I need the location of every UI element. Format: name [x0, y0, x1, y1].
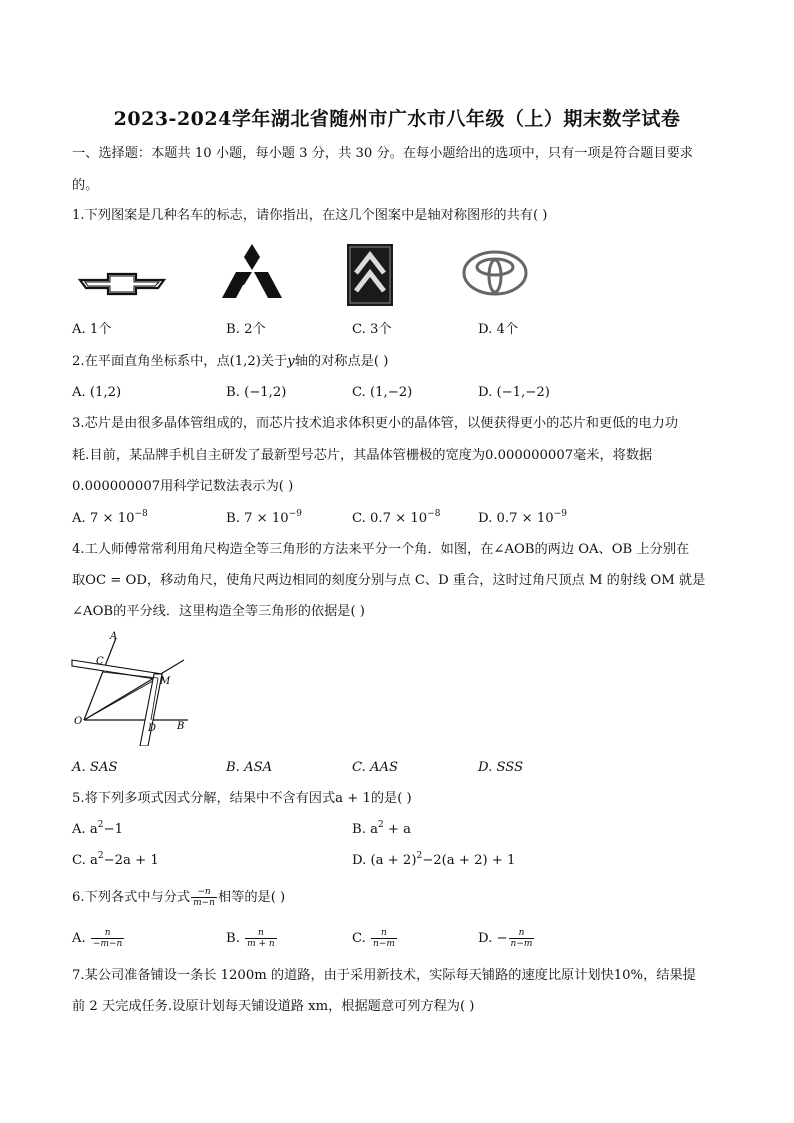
question-3-line-1: 3.芯片是由很多晶体管组成的，而芯片技术追求体积更小的晶体管，以便获得更小的芯片和更低的电力功 — [72, 416, 679, 431]
q6-option-d-frac — [509, 928, 535, 949]
q2-option-d[interactable]: D. (−1,−2) — [478, 385, 550, 400]
q6-fraction-num: −n — [191, 887, 217, 898]
label-a: A — [110, 631, 118, 642]
q3-option-c-exp: −8 — [427, 509, 441, 519]
q3-option-a-base: A. 7 × 10 — [72, 511, 135, 526]
q6-option-b[interactable] — [226, 928, 278, 949]
q5-option-c-post: −2a + 1 — [103, 853, 159, 868]
q6-option-a-num: n — [91, 928, 124, 939]
q6-option-c-frac — [371, 928, 397, 949]
q5-option-c-pre: C. a — [72, 853, 98, 868]
q5-option-b-post: + a — [383, 822, 411, 837]
q5-option-a-exp: 2 — [97, 820, 104, 830]
q6-option-a[interactable] — [72, 928, 125, 949]
q2-option-a[interactable]: A. (1,2) — [72, 385, 122, 400]
toyota-logo — [462, 250, 528, 296]
q3-option-d-exp: −9 — [553, 509, 567, 519]
q5-option-c[interactable] — [72, 851, 159, 871]
q6-option-a-frac — [91, 928, 124, 949]
page-title: 2023-2024学年湖北省随州市广水市八年级（上）期末数学试卷 — [113, 108, 681, 130]
question-3-line-2: 耗.目前，某品牌手机自主研发了最新型号芯片，其晶体管栅极的宽度为0.000000007毫米，将数据 — [72, 448, 653, 463]
q3-option-b-exp: −9 — [288, 509, 302, 519]
question-4-line-2: 取OC = OD，移动角尺，使角尺两边相同的刻度分别与点 C、D 重合，这时过角尺顶点 M 的射线 OM 就是 — [72, 573, 706, 588]
label-m: M — [160, 676, 171, 687]
q4-option-a[interactable]: A. SAS — [72, 760, 118, 775]
q6-option-d-num: n — [509, 928, 535, 939]
q5-option-a[interactable] — [72, 820, 123, 840]
q4-option-c[interactable]: C. AAS — [352, 760, 399, 775]
q6-fraction — [191, 887, 217, 908]
q6-fraction-den: m−n — [193, 898, 215, 908]
q6-option-d-label: D. − — [478, 931, 508, 946]
q6-option-d[interactable] — [478, 928, 535, 949]
q6-stem-pre: 6.下列各式中与分式 — [72, 890, 191, 905]
q3-option-c[interactable] — [352, 509, 440, 529]
question-7-line-1: 7.某公司准备铺设一条长 1200m 的道路，由于采用新技术，实际每天铺路的速度比原计划快10%，结果提 — [72, 968, 696, 983]
chevrolet-logo — [78, 270, 166, 298]
question-3-line-3: 0.000000007用科学记数法表示为( ) — [72, 479, 294, 494]
q6-option-c-num: n — [371, 928, 397, 939]
question-4-line-1: 4.工人师傅常常利用角尺构造全等三角形的方法来平分一个角．如图，在∠AOB的两边 OA、OB 上分别在 — [72, 542, 690, 557]
label-d: D — [148, 723, 157, 734]
q3-option-d-base: D. 0.7 × 10 — [478, 511, 554, 526]
q6-option-c-label: C. — [352, 931, 371, 946]
q2-stem-var: y — [287, 354, 295, 369]
q4-option-b[interactable]: B. ASA — [226, 760, 273, 775]
q5-option-d-exp: 2 — [416, 851, 423, 861]
question-5-stem: 5.将下列多项式因式分解，结果中不含有因式a + 1的是( ) — [72, 791, 412, 806]
q6-option-d-den: n−m — [510, 939, 533, 949]
q5-option-c-exp: 2 — [97, 851, 104, 861]
section-heading-line-2: 的。 — [72, 178, 99, 193]
q6-option-c-den: n−m — [373, 939, 395, 949]
question-6-stem — [72, 887, 285, 908]
mitsubishi-logo — [218, 242, 286, 300]
label-o: O — [74, 716, 83, 727]
q5-option-a-post: −1 — [103, 822, 123, 837]
q2-option-c[interactable]: C. (1,−2) — [352, 385, 413, 400]
label-b: B — [177, 721, 185, 732]
q3-option-d[interactable] — [478, 509, 567, 529]
q1-option-b[interactable]: B. 2个 — [226, 322, 266, 337]
q6-option-b-label: B. — [226, 931, 245, 946]
q2-stem-pre: 2.在平面直角坐标系中，点(1,2)关于 — [72, 354, 288, 369]
q3-option-a[interactable] — [72, 509, 148, 529]
q6-option-b-num: n — [245, 928, 277, 939]
question-2-stem — [72, 352, 388, 372]
q3-option-c-base: C. 0.7 × 10 — [352, 511, 428, 526]
q6-stem-post: 相等的是( ) — [217, 890, 286, 905]
q5-option-b-pre: B. a — [352, 822, 378, 837]
section-heading-line-1: 一、选择题：本题共 10 小题，每小题 3 分，共 30 分。在每小题给出的选项中，只有一项是符合题目要求 — [72, 146, 693, 161]
ray-oa — [84, 638, 116, 720]
q2-stem-post: 轴的对称点是( ) — [294, 354, 389, 369]
q1-option-c[interactable]: C. 3个 — [352, 322, 392, 337]
question-7-line-2: 前 2 天完成任务.设原计划每天铺设道路 xm，根据题意可列方程为( ) — [72, 999, 475, 1014]
q3-option-b[interactable] — [226, 509, 302, 529]
q5-option-a-pre: A. a — [72, 822, 98, 837]
question-1-stem: 1.下列图案是几种名车的标志，请你指出，在这几个图案中是轴对称图形的共有( ) — [72, 208, 548, 223]
q1-option-d[interactable]: D. 4个 — [478, 322, 519, 337]
q5-option-d[interactable] — [352, 851, 515, 871]
q6-option-b-den: m + n — [247, 939, 275, 949]
q6-option-b-frac — [245, 928, 277, 949]
q4-option-d[interactable]: D. SSS — [478, 760, 524, 775]
q3-option-b-base: B. 7 × 10 — [226, 511, 289, 526]
q6-option-a-label: A. — [72, 931, 90, 946]
q2-option-b[interactable]: B. (−1,2) — [226, 385, 287, 400]
question-4-line-3: ∠AOB的平分线．这里构造全等三角形的依据是( ) — [72, 604, 365, 619]
q5-option-b[interactable] — [352, 820, 411, 840]
q1-option-a[interactable]: A. 1个 — [72, 322, 112, 337]
q6-option-a-den: −m−n — [92, 939, 123, 949]
angle-bisector-figure — [66, 628, 196, 746]
q3-option-a-exp: −8 — [134, 509, 148, 519]
q6-option-c[interactable] — [352, 928, 398, 949]
label-c: C — [96, 656, 104, 667]
citroen-logo — [346, 243, 394, 307]
q5-option-d-post: −2(a + 2) + 1 — [422, 853, 516, 868]
q5-option-d-pre: D. (a + 2) — [352, 853, 417, 868]
q5-option-b-exp: 2 — [377, 820, 384, 830]
